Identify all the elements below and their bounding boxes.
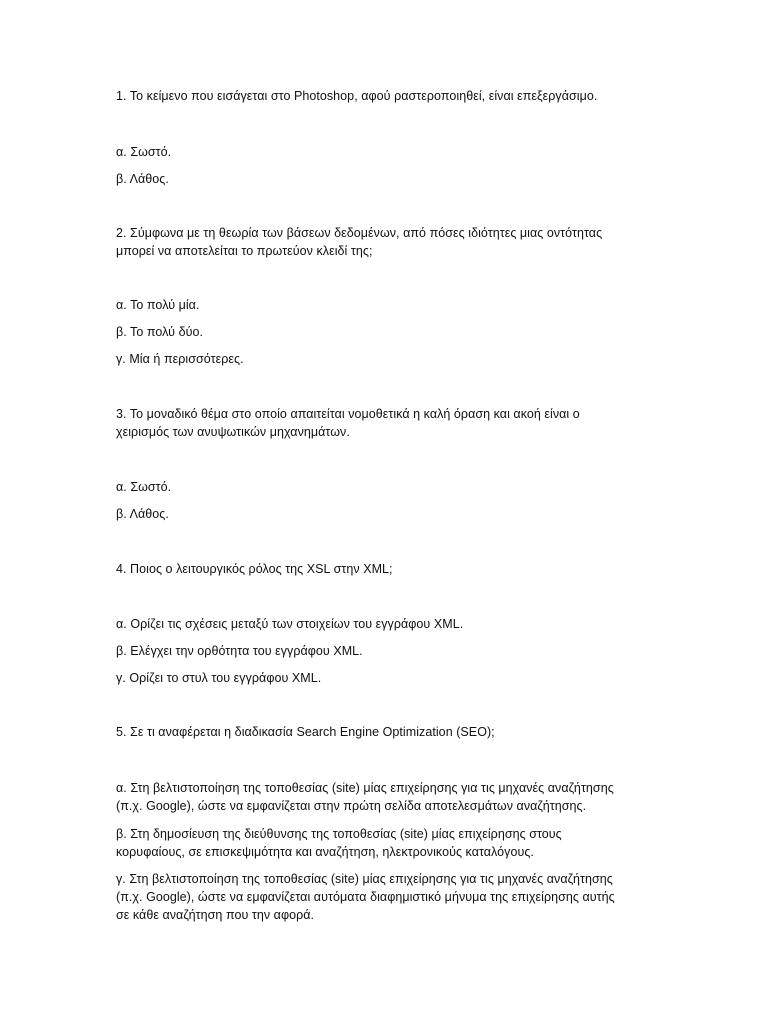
question-5-option-c-line-1: γ. Στη βελτιστοποίηση της τοποθεσίας (site) μίας επιχείρησης για τις μηχανές αναζήτησης — [116, 872, 613, 886]
question-4-option-a: α. Ορίζει τις σχέσεις μεταξύ των στοιχείων του εγγράφου XML. — [116, 617, 464, 631]
question-5-option-a-line-1: α. Στη βελτιστοποίηση της τοποθεσίας (site) μίας επιχείρησης για τις μηχανές αναζήτησης — [116, 781, 614, 795]
question-3-option-a: α. Σωστό. — [116, 480, 172, 494]
question-2-text-line-1: 2. Σύμφωνα με τη θεωρία των βάσεων δεδομένων, από πόσες ιδιότητες μιας οντότητας — [116, 226, 603, 240]
question-4-text: 4. Ποιος ο λειτουργικός ρόλος της XSL στην XML; — [116, 562, 393, 576]
question-5-option-b-line-2: κορυφαίους, σε επισκεψιμότητα και αναζήτηση, ηλεκτρονικούς καταλόγους. — [116, 845, 534, 859]
question-2-option-c: γ. Μία ή περισσότερες. — [116, 352, 244, 366]
question-1-option-b: β. Λάθος. — [116, 172, 169, 186]
question-5-option-a-line-2: (π.χ. Google), ώστε να εμφανίζεται στην πρώτη σελίδα αποτελεσμάτων αναζήτησης. — [116, 799, 587, 813]
question-5-option-c-line-2: (π.χ. Google), ώστε να εμφανίζεται αυτόματα διαφημιστικό μήνυμα της επιχείρησης αυτής — [116, 890, 615, 904]
question-5-text: 5. Σε τι αναφέρεται η διαδικασία Search Engine Optimization (SEO); — [116, 725, 495, 739]
question-1-text: 1. Το κείμενο που εισάγεται στο Photoshop, αφού ραστεροποιηθεί, είναι επεξεργάσιμο. — [116, 89, 598, 103]
question-5-option-b-line-1: β. Στη δημοσίευση της διεύθυνσης της τοποθεσίας (site) μίας επιχείρησης στους — [116, 827, 562, 841]
document-page — [116, 0, 656, 1024]
question-3-text-line-1: 3. Το μοναδικό θέμα στο οποίο απαιτείται νομοθετικά η καλή όραση και ακοή είναι ο — [116, 407, 580, 421]
question-3-text-line-2: χειρισμός των ανυψωτικών μηχανημάτων. — [116, 425, 350, 439]
question-2-option-a: α. Το πολύ μία. — [116, 298, 200, 312]
question-4-option-b: β. Ελέγχει την ορθότητα του εγγράφου XML. — [116, 644, 363, 658]
question-1-option-a: α. Σωστό. — [116, 145, 172, 159]
question-5-option-c-line-3: σε κάθε αναζήτηση που την αφορά. — [116, 908, 315, 922]
question-4-option-c: γ. Ορίζει το στυλ του εγγράφου XML. — [116, 671, 322, 685]
question-3-option-b: β. Λάθος. — [116, 507, 169, 521]
question-2-text-line-2: μπορεί να αποτελείται το πρωτεύον κλειδί της; — [116, 244, 373, 258]
question-2-option-b: β. Το πολύ δύο. — [116, 325, 203, 339]
